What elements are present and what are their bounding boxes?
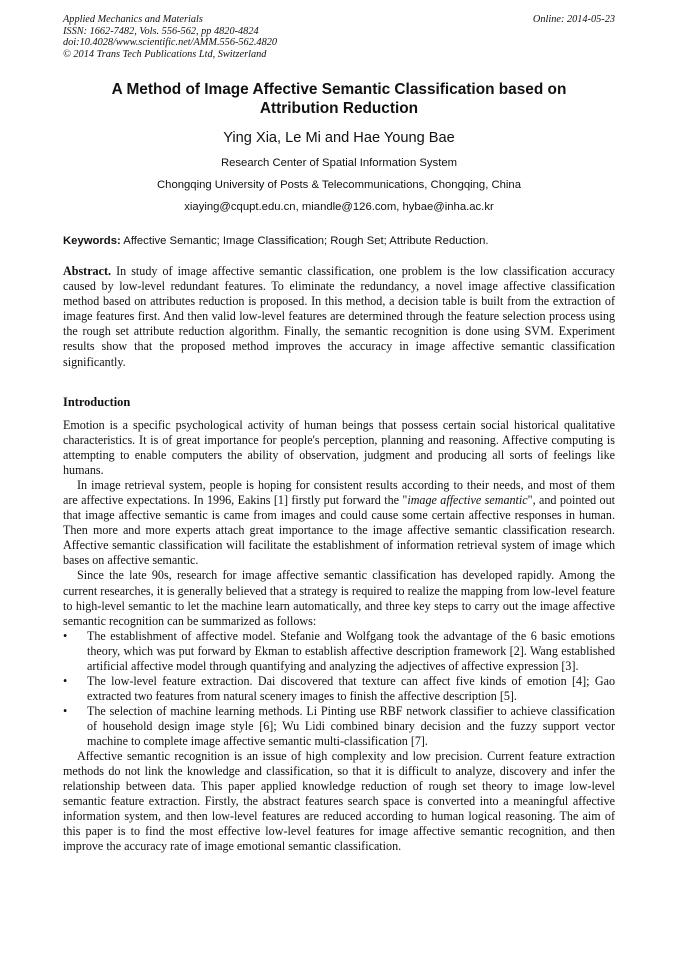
journal-name: Applied Mechanics and Materials: [63, 14, 203, 25]
intro-paragraph-3: Since the late 90s, research for image affective semantic classification has developed rapidly. Among the current researches, it is generally believed that a strategy is required to realize the mapping from low-level feature to high-level semantic to let the machine learn automatically, and three key steps to carry out the image affective semantic recognition can be summarized as follows:: [63, 568, 615, 628]
keywords-text: Affective Semantic; Image Classification; Rough Set; Attribute Reduction.: [123, 235, 489, 247]
bullet-icon: •: [63, 628, 68, 643]
intro-paragraph-4: Affective semantic recognition is an issue of high complexity and low precision. Current feature extraction methods do not link the knowledge and classification, so that it is difficult to analyze, discovery and infer the relationship between data. This paper applied knowledge reduction of rough set theory to image low-level semantic feature extraction. Firstly, the abstract features search space is converted into a meaningful affective information system, and then low-level features are reduced according to human logical reasoning. The aim of this paper is to find the most effective low-level features for image affective semantic recognition, and then improve the accuracy rate of image emotional semantic classification.: [63, 749, 615, 854]
keywords: [63, 234, 615, 248]
affiliation-center: Research Center of Spatial Information System: [220, 157, 458, 169]
author-list: Ying Xia, Le Mi and Hae Young Bae: [223, 130, 455, 146]
abstract: [63, 264, 615, 370]
key-steps-list: [63, 629, 615, 749]
intro-p2-part-b: ", and pointed out that image affective semantic is came from images and could cause some certain affective responses in human. Then more and more experts attach great importance to the image affective semantic classification research. Affective semantic classification will facilitate the establishment of information retrieval system of image which bases on affective semantic.: [63, 493, 615, 568]
journal-header: [63, 14, 615, 60]
author-emails: xiaying@cqupt.edu.cn, miandle@126.com, hybae@inha.ac.kr: [184, 201, 494, 213]
intro-paragraph-2: [63, 478, 615, 568]
issn-line: ISSN: 1662-7482, Vols. 556-562, pp 4820-4824: [63, 25, 259, 37]
online-date: Online: 2014-05-23: [532, 14, 615, 25]
intro-p2-part-a: In image retrieval system, people is hoping for consistent results according to their needs, and most of them are affective expectations. In 1996, Eakins [1] firstly put forward the ": [63, 478, 615, 508]
paper-title: [63, 80, 615, 118]
title-line-2: Attribution Reduction: [259, 100, 419, 117]
abstract-label: Abstract.: [63, 264, 112, 278]
bullet-icon: •: [63, 673, 68, 688]
abstract-text: In study of image affective semantic classification, one problem is the low classification accuracy caused by low-level redundant features. To eliminate the redundancy, a novel image affective classification method based on attributes reduction is proposed. In this method, a decision table is built from the extraction of image features first. And then valid low-level features are determined through the feature selection process using the rough set attribute reduction algorithm. Finally, the semantic recognition is done using SVM. Experiment results show that the proposed method improves the accuracy in image affective semantic classification significantly.: [63, 264, 615, 369]
title-line-1: A Method of Image Affective Semantic Classification based on: [111, 81, 567, 98]
introduction-body: [63, 418, 615, 854]
doi-line: doi:10.4028/www.scientific.net/AMM.556-562.4820: [63, 37, 278, 49]
affiliation-university: Chongqing University of Posts & Telecommunications, Chongqing, China: [157, 179, 521, 191]
list-item: [63, 674, 615, 704]
list-item: [63, 629, 615, 674]
copyright-line: © 2014 Trans Tech Publications Ltd, Switzerland: [63, 48, 267, 60]
intro-p2-italic-term: image affective semantic: [407, 493, 528, 508]
keywords-label: Keywords:: [63, 235, 121, 247]
section-heading-introduction: Introduction: [63, 395, 131, 409]
list-item-text: The establishment of affective model. Stefanie and Wolfgang took the advantage of the 6 basic emotions theory, which was put forward by Ekman to establish affective description framework [2]. Wang established artificial affective model through quantifying and analyzing the adjectives of affective expression [3].: [87, 628, 615, 673]
list-item-text: The low-level feature extraction. Dai discovered that texture can affect five kinds of emotion [4]; Gao extracted two features from natural scenery images to finish the affective description [5].: [87, 673, 615, 703]
bullet-icon: •: [63, 703, 68, 718]
list-item-text: The selection of machine learning methods. Li Pinting use RBF network classifier to achieve classification of household design image style [6]; Wu Lidi combined binary decision and the fuzzy support vector machine to complete image affective semantic multi-classification [7].: [87, 703, 615, 748]
intro-paragraph-1: Emotion is a specific psychological activity of human beings that possess certain social historical qualitative characteristics. It is of great importance for people's perception, planning and reasoning. Affective computing is attempting to enable computers the ability of observation, judgment and producing all sorts of feelings like humans.: [63, 418, 615, 478]
list-item: [63, 704, 615, 749]
